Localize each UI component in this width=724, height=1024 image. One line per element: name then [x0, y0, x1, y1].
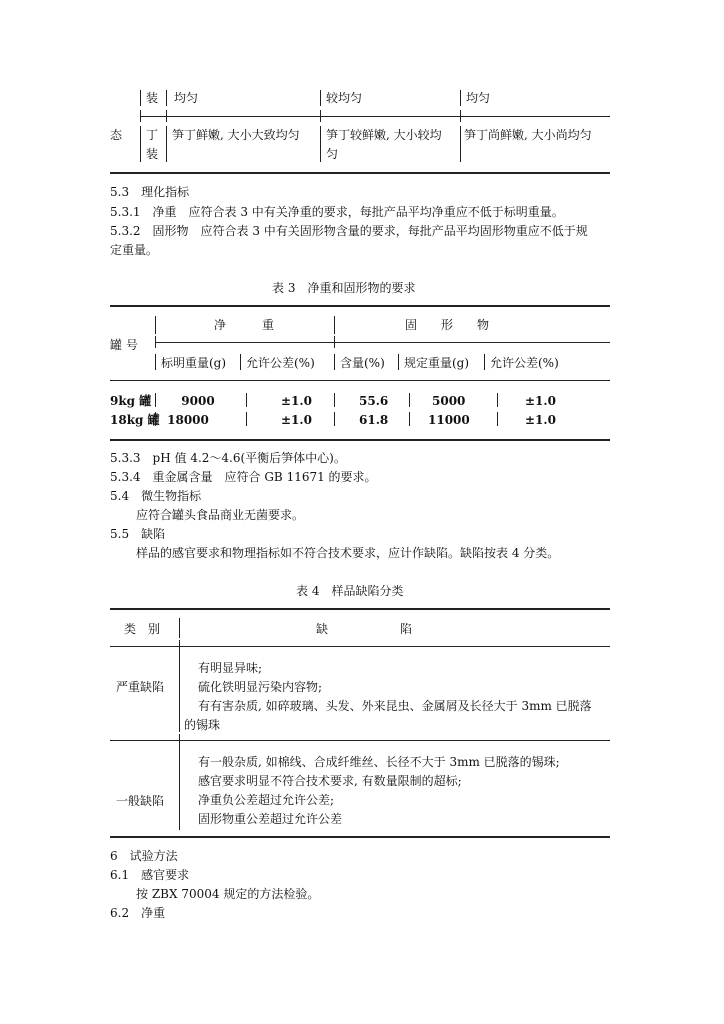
table-header: 含量(%) [340, 356, 385, 370]
paragraph: 5.3.3 pH 值 4.2～4.6(平衡后笋体中心)。 [110, 451, 346, 465]
table-header-can: 罐 号 [110, 338, 138, 352]
table-top-rule [110, 305, 610, 307]
table-caption: 表 3 净重和固形物的要求 [272, 281, 416, 295]
table-divider [246, 393, 247, 407]
table-divider [179, 618, 180, 638]
table-rule [140, 116, 610, 117]
paragraph: 按 ZBX 70004 规定的方法检验。 [136, 887, 320, 901]
table-cell: 笋丁尚鲜嫩, 大小尚均匀 [464, 128, 592, 142]
table-cell: 较均匀 [326, 91, 363, 105]
defect-item: 硫化铁明显污染内容物; [198, 680, 323, 694]
table-bottom-rule [110, 439, 610, 441]
table-cell: 匀 [326, 147, 339, 161]
table-cell: 18000 [167, 413, 209, 427]
table-divider [334, 336, 335, 348]
defect-category: 一般缺陷 [116, 794, 165, 808]
table-header: 规定重量(g) [404, 356, 470, 370]
table-divider [140, 110, 141, 122]
table-divider [334, 393, 335, 407]
table-cell: 55.6 [359, 394, 389, 408]
table-divider [497, 412, 498, 426]
section-heading: 6.2 净重 [110, 906, 166, 920]
defect-item: 固形物重公差超过允许公差 [198, 812, 343, 826]
table-divider [497, 393, 498, 407]
table-divider [460, 126, 461, 162]
table-cell: ±1.0 [525, 394, 556, 408]
paragraph: 5.3.4 重金属含量 应符合 GB 11671 的要求。 [110, 470, 377, 484]
table-cell: 态 [110, 128, 123, 142]
table-divider [155, 354, 156, 370]
table-rule [110, 646, 610, 647]
table-divider [179, 734, 180, 830]
table-divider [334, 354, 335, 370]
table-divider [179, 640, 180, 732]
table-cell: 丁 [146, 128, 159, 142]
table-divider [140, 126, 141, 162]
table-row-can: 18kg 罐 [110, 413, 160, 427]
table-cell: 笋丁鲜嫩, 大小大致均匀 [172, 128, 300, 142]
table-cell: 61.8 [359, 413, 389, 427]
table-group-header: 净 重 [214, 318, 275, 332]
table-divider [320, 126, 321, 162]
table-rule [155, 342, 610, 343]
table-divider [409, 412, 410, 426]
paragraph: 定重量。 [110, 243, 159, 257]
table-divider [334, 316, 335, 334]
table-rule [110, 380, 610, 381]
table-divider [460, 90, 461, 106]
table-rule [110, 740, 610, 741]
table-divider [166, 110, 167, 122]
table-header: 缺 陷 [316, 622, 413, 636]
defect-item: 净重负公差超过允许公差; [198, 793, 335, 807]
table-divider [334, 412, 335, 426]
paragraph: 5.3.1 净重 应符合表 3 中有关净重的要求，每批产品平均净重应不低于标明重量。 [110, 205, 564, 219]
table-group-header: 固 形 物 [405, 318, 490, 332]
section-heading: 6.1 感官要求 [110, 868, 190, 882]
table-divider [398, 354, 399, 370]
table-header: 允许公差(%) [490, 356, 559, 370]
table-divider [320, 90, 321, 106]
table-cell: 均匀 [174, 91, 199, 105]
table-cell: 笋丁较鲜嫩, 大小较均 [326, 128, 442, 142]
table-header: 标明重量(g) [161, 356, 227, 370]
table-divider [166, 126, 167, 162]
defect-item: 感官要求明显不符合技术要求, 有数量限制的超标; [198, 774, 462, 788]
section-heading: 5.3 理化指标 [110, 185, 190, 199]
table-divider [155, 336, 156, 348]
table-header: 允许公差(%) [246, 356, 315, 370]
table-header: 类 别 [124, 622, 161, 636]
table-divider [140, 90, 141, 106]
table-cell: 装 [146, 91, 159, 105]
table-cell: 装 [146, 147, 159, 161]
table-cell: ±1.0 [281, 394, 312, 408]
table-divider [155, 393, 156, 407]
table-divider [155, 316, 156, 334]
table-cell: 9000 [181, 394, 215, 408]
defect-category: 严重缺陷 [116, 680, 165, 694]
section-heading: 5.4 微生物指标 [110, 489, 202, 503]
table-caption: 表 4 样品缺陷分类 [296, 584, 404, 598]
table-divider [409, 393, 410, 407]
section-heading: 6 试验方法 [110, 849, 178, 863]
table-row-can: 9kg 罐 [110, 394, 152, 408]
table-cell: 11000 [428, 413, 470, 427]
defect-item: 有一般杂质, 如棉线、合成纤维丝、长径不大于 3mm 已脱落的锡珠; [198, 755, 560, 769]
paragraph: 5.3.2 固形物 应符合表 3 中有关固形物含量的要求，每批产品平均固形物重应不低于规 [110, 224, 588, 238]
paragraph: 应符合罐头食品商业无菌要求。 [136, 508, 305, 522]
defect-item: 有有害杂质, 如碎玻璃、头发、外来昆虫、金属屑及长径大于 3mm 已脱落 [198, 699, 592, 713]
table-cell: ±1.0 [281, 413, 312, 427]
section-heading: 5.5 缺陷 [110, 527, 166, 541]
table-divider [246, 412, 247, 426]
paragraph: 样品的感官要求和物理指标如不符合技术要求，应计作缺陷。缺陷按表 4 分类。 [136, 546, 560, 560]
table-divider [320, 110, 321, 122]
table-cell: 均匀 [466, 91, 491, 105]
defect-item: 有明显异味; [198, 661, 263, 675]
table-cell: 5000 [432, 394, 466, 408]
table-divider [166, 90, 167, 106]
table-divider [460, 110, 461, 122]
table-cell: ±1.0 [525, 413, 556, 427]
table-divider [155, 412, 156, 426]
table-divider [240, 354, 241, 370]
table-bottom-rule [110, 172, 610, 174]
table-top-rule [110, 608, 610, 610]
table-divider [484, 354, 485, 370]
defect-item: 的锡珠 [184, 718, 221, 732]
table-bottom-rule [110, 836, 610, 838]
